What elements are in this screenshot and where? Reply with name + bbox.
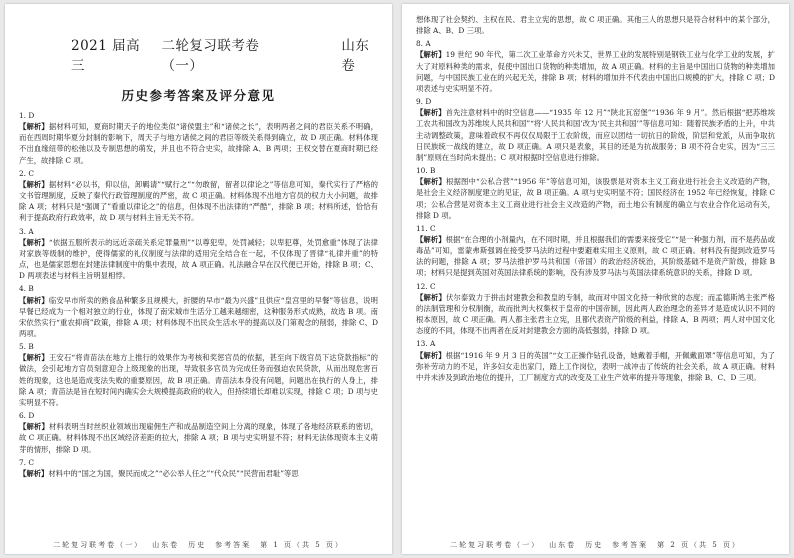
question-number: 7. C [19, 457, 34, 467]
question-number: 6. D [19, 411, 35, 421]
analysis-tag: 【解析】 [19, 179, 49, 189]
answer-analysis [416, 234, 775, 279]
question-number: 2. C [19, 168, 34, 178]
answer-list-page-2 [416, 14, 775, 383]
footer-part: 二轮复习联考卷（一） [450, 541, 541, 549]
footer-part: 参考答案 [612, 541, 649, 549]
analysis-text: 想体现了社会契约、主权在民、君主立宪的思想，故 C 项正确。其他三人的思想只是符合材料中的某个部分，排除 A、B、D 三项。 [416, 15, 775, 36]
analysis-tag: 【解析】 [416, 292, 446, 302]
analysis-text: 根据图中“公私合营”“1956 年”等信息可知，该股票是对资本主义工商业进行社会主义改造的产物，是社会主义经济制度建立的见证，故 B 项正确。A 项与史实明显不符；国民经济在 1952 年已经恢复，排除 C 项；公私合营是对资本主义工商业进行社会主义改造的产物，而土地公有制度的确立与农业合作化运动有关，排除 D 项。 [416, 177, 775, 220]
document-subtitle: 历史参考答案及评分意见 [121, 88, 276, 103]
analysis-tag: 【解析】 [416, 50, 446, 60]
footer-part: 历史 [585, 541, 604, 549]
analysis-tag: 【解析】 [416, 177, 447, 187]
analysis-text: “依据五服所表示的远近亲疏关系定罪量刑”“以尊犯卑，处罚减轻；以卑犯尊，处罚愈重”体现了法律对家族等级制的维护，使得儒家的礼仪制度与法律的适用完全结合在一起，不仅体现了晋律“礼律并重”的特点，也是儒家思想在封建法律制度中的集中表现，故 A 项正确。礼法融合早在汉代便已开始，排除 B 项；C、D 两项表述与材料主旨明显相悖。 [19, 237, 378, 281]
analysis-text: 王安石“将青苗法在地方上推行的效果作为考核和奖惩官员的依据，甚至向下级官员下达贷款指标”的做法，会引起地方官员刻意迎合上级现象的出现，导致很多官员为完成任务而强迫农民贷款，从而出现危害百姓的现象，这也是造成变法失败的重要原因，故 B 项正确。青苗法本身没有问题，问题出在执行的人身上，排除 A 项；青苗法是旨在短时间内确实会大规模提高政府的收入，但持续增长却难以实现，排除 C 项；D 项与史实明显不符。 [19, 353, 378, 407]
question-number: 1. D [19, 111, 35, 120]
answer-analysis [416, 49, 775, 94]
analysis-text: 据材料可知，夏商时期天子的地位类似“诸侯盟主”和“诸侯之长”，表明两者之间的君臣关系不明确，而在西周时期华夏分封制的影响下，周天子与地方诸侯之间的君臣等级关系得到确立，故 D 项正确。材料体现不出血缘纽带的松弛以及专制思想的萌发，并且也不符合史实，故排除 A、B 两项；王权交替在夏商时期已经产生，故排除 C 项。 [19, 122, 378, 165]
answer-analysis [19, 421, 378, 454]
answer-analysis [19, 295, 378, 340]
analysis-tag: 【解析】 [19, 295, 49, 305]
answer-analysis [416, 107, 775, 163]
answer-analysis [19, 468, 378, 479]
footer-part: 第 1 页（共 5 页） [260, 541, 344, 549]
question-number: 13. A [416, 339, 436, 349]
answer-analysis [416, 350, 775, 383]
analysis-tag: 【解析】 [416, 108, 446, 118]
question-number: 8. A [416, 39, 431, 49]
analysis-text: 根据“在合理的小剂量内，在不同时期，并且根据我们的需要来接受它”“是一种强力剂，而不是药品或毒品”可知，雷蒙弗斯强调在接受罗马法的过程中要避难实用主义原则，故 C 项正确。材料没有提到改造罗马法的问题，排除 A 项；罗马法推护罗马共和国（帝国）的政治经济统治，其阶级基础不是资产阶级，排除 B 项；材料只是提到英国对英国法律系统的影响，没有涉及罗马法与英国法律系统意识的关系，排除 D 项。 [416, 234, 775, 278]
analysis-tag: 【解析】 [19, 237, 49, 247]
footer-part: 历史 [188, 541, 207, 549]
answer-analysis [19, 179, 378, 224]
footer-part: 第 2 页（共 5 页） [657, 541, 741, 549]
answer-analysis [416, 292, 775, 337]
document-header [71, 34, 378, 74]
analysis-text: 材料表明当时丝织业领域出现雇佣生产和成品制造空间上分离的现象，体现了各地经济联系的密切，故 C 项正确。材料体现不出区域经济差距的拉大，排除 A 项；B 项与史实明显不符；材料无法体现资本主义萌芽的情形，排除 D 项。 [19, 422, 378, 454]
analysis-text: 19 世纪 90 年代，第二次工业革命方兴未艾，世界工业的发展特别是钢铁工业与化学工业的发展，扩大了对原料种类的需求，促使中国出口货物的种类增加，故 A 项正确。材料的主旨是中国出口货物的种类增加问题，与中国民族工业在的兴起无关，排除 B 项；材料的增加并不代表由中国出口规模的扩大，排除 C 项；D 项表述与史实明显不符。 [416, 50, 775, 93]
footer-part: 山东卷 [549, 541, 577, 549]
analysis-tag: 【解析】 [19, 353, 49, 363]
page-2-footer [402, 540, 789, 550]
analysis-text: 根据“1916 年 9 月 3 日的英国”“女工正操作钻孔设备，她戴着手帽，开佩戴面罩”等信息可知，为了弥补劳动力的不足，许多妇女走出家门，踏上工作岗位，表明一战冲击了传统的社会关系，故 A 项正确。材料中并未涉及到政治地位的提升，工厂制度方式的改变及工业生产效率的提升等现象，排除 B、C、D 三项。 [416, 350, 775, 382]
analysis-tag: 【解析】 [416, 234, 446, 244]
answer-analysis [416, 14, 775, 36]
analysis-text: 据材料“必以书，仰以信，卸羁请”“赋行之”“勿敢留，留者以律论之”等信息可知，秦代实行了严格的文书管理制度，反映了秦代行政管理制度的严密，故 C 项正确。材料体现不出地方官员的权力大小问题，故排除 A 项；材料只是“强调了”看重以律论之”的信息，但体现不出法律的“严酷”，排除 B 项；材料所述，恰恰有利于提高政府行政效率，故 D 项与材料主旨无关不符。 [19, 179, 378, 223]
question-number: 9. D [416, 97, 432, 107]
answer-analysis [19, 352, 378, 408]
analysis-text: 伏尔泰致力于拼击封建教会和教皇的专制，故而对中国文化持一种欣赏的态度；而孟德斯鸠主张严格的法制管理和分权制衡，故而批判大权集权于皇帝的中国帝制，因此两人政治理念的差异才是造成认识不同的根本原因，故 C 项正确。两人都主张君主立宪，且都代表资产阶级的利益，排除 A、B 两项；两人对中国文化态度的不同，体现不出两者在反对封建教会方面的高低强弱，排除 D 项。 [416, 292, 775, 336]
footer-part: 二轮复习联考卷（一） [53, 541, 144, 549]
answer-analysis [19, 237, 378, 282]
question-number: 3. A [19, 226, 34, 236]
exam-name: 二轮复习联考卷（一） [161, 38, 260, 74]
page-1 [5, 4, 392, 554]
question-number: 5. B [19, 342, 34, 352]
question-number: 12. C [416, 281, 436, 291]
region-label: 山东卷 [341, 38, 370, 74]
question-number: 4. B [19, 284, 34, 294]
answer-analysis [416, 176, 775, 221]
question-number: 11. C [416, 223, 436, 233]
analysis-tag: 【解析】 [19, 468, 49, 478]
analysis-text: 临安早市所卖的熟食品种繁多且规模大，折腰的早市“最为兴盛”且供应“皇宫里的早餐”等信息，说明早餐已经成为一个相对独立的行业，体现了南宋城市生活分工越来越细密，这种服务形式成熟，故选 B 项。南宋依然实行“重农抑商”政策，排除 A 项；材料体现不出民众生活水平的提高以及门第观念的削弱，排除 C、D 两项。 [19, 295, 378, 338]
answer-list-page-1 [19, 110, 378, 479]
year-grade: 2021 届高三 [71, 38, 141, 74]
footer-part: 山东卷 [152, 541, 180, 549]
analysis-tag: 【解析】 [416, 350, 446, 360]
question-number: 10. B [416, 166, 436, 176]
page-1-footer [5, 540, 392, 550]
page-2 [402, 4, 789, 554]
analysis-text: 材料中的“国之为国，聚民而成之”“必公举人任之”“代众民”“民营而君耻”等思 [48, 468, 299, 478]
analysis-tag: 【解析】 [19, 422, 49, 432]
answer-analysis [19, 121, 378, 166]
footer-part: 参考答案 [215, 541, 252, 549]
analysis-text: 首先注意材料中的时空信息——“1935 年 12 月”“陕北瓦窑堡”“1936 年 9 月”。然后根据“把苏维埃工农共和国改为苏维埃人民共和国”“将‘人民共和国’改为‘民主共和国’”等信息可知：随着民族矛盾的上升，中共主动调整政策，意味着政权不再仅仅局限于工农阶级，而应以团结一切抗日的阶级，阶层和党派，从而争取抗日民族统一战线的建立，故 D 项正确。A 项只是表象，其目的还是为抗战服务；B 项不符合史实，因为“三三制”原则在当时尚未提出；C 项对根据时空信息进行排除。 [416, 108, 775, 162]
analysis-tag: 【解析】 [19, 122, 49, 132]
